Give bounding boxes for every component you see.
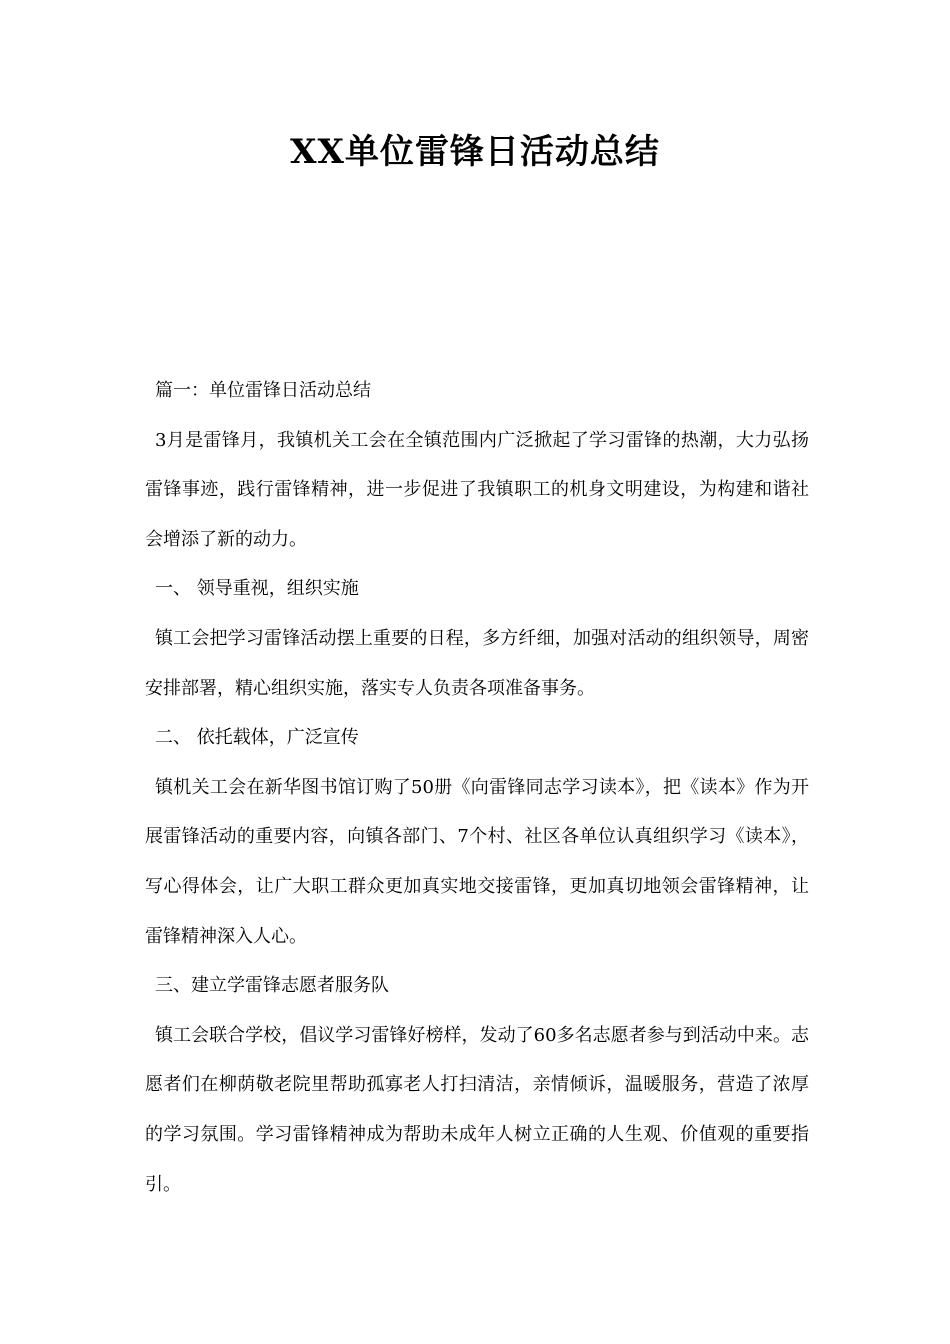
section-heading: 篇一：单位雷锋日活动总结 <box>155 380 371 401</box>
document-body <box>145 366 809 1209</box>
section-heading: 三、建立学雷锋志愿者服务队 <box>155 975 389 997</box>
document-title: XX单位雷锋日活动总结 <box>290 132 660 172</box>
section-heading: 一、 领导重视，组织实施 <box>155 578 359 600</box>
paragraph: 3月是雷锋月，我镇机关工会在全镇范围内广泛掀起了学习雷锋的热潮，大力弘扬雷锋事迹，践行雷锋精神，进一步促进了我镇职工的机身文明建设，为构建和谐社会增添了新的动力。 <box>145 429 809 550</box>
paragraph: 镇机关工会在新华图书馆订购了50册《向雷锋同志学习读本》，把《读本》作为开展雷锋活动的重要内容，向镇各部门、7个村、社区各单位认真组织学习《读本》，写心得体会，让广大职工群众更加真实地交接雷锋，更加真切地领会雷锋精神，让雷锋精神深入人心。 <box>145 776 809 947</box>
section-heading: 二、 依托载体，广泛宣传 <box>155 727 359 749</box>
paragraph: 镇工会把学习雷锋活动摆上重要的日程，多方纤细，加强对活动的组织领导，周密安排部署，精心组织实施，落实专人负责各项准备事务。 <box>145 627 809 699</box>
paragraph: 镇工会联合学校，倡议学习雷锋好榜样，发动了60多名志愿者参与到活动中来。志愿者们在柳荫敬老院里帮助孤寡老人打扫清洁，亲情倾诉，温暖服务，营造了浓厚的学习氛围。学习雷锋精神成为帮助未成年人树立正确的人生观、价值观的重要指引。 <box>145 1024 809 1195</box>
